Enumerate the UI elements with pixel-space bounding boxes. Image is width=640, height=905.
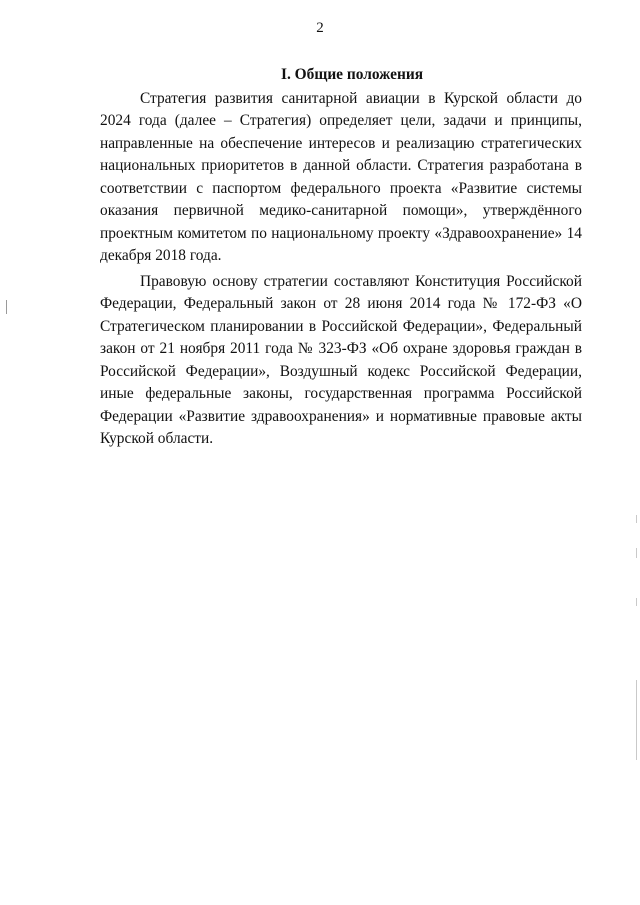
paragraph-strategy-purpose: Стратегия развития санитарной авиации в Курской области до 2024 года (далее – Стратегия) определяет цели, задачи и принципы, направленные на обеспечение интересов и реализацию стратегических национальных приоритетов в данной области. Стратегия разработана в соответствии с паспортом федерального проекта «Развитие системы оказания первичной медико-санитарной помощи», утверждённого проектным комитетом по национальному проекту «Здравоохранение» 14 декабря 2018 года. <box>100 89 582 264</box>
right-edge-mark-4 <box>636 680 637 760</box>
page-number: 2 <box>316 20 324 36</box>
right-edge-mark-1 <box>636 515 637 523</box>
left-margin-mark <box>6 300 7 314</box>
right-edge-mark-3 <box>636 598 637 606</box>
paragraph-legal-basis: Правовую основу стратегии составляют Конституция Российской Федерации, Федеральный закон от 28 июня 2014 года № 172-ФЗ «О Стратегическом планировании в Российской Федерации», Федеральный закон от 21 ноября 2011 года № 323-ФЗ «Об охране здоровья граждан в Российской Федерации», Воздушный кодекс Российской Федерации, иные федеральные законы, государственная программа Российской Федерации «Развитие здравоохранения» и нормативные правовые акты Курской области. <box>100 272 582 447</box>
section-heading: I. Общие положения <box>280 66 424 83</box>
section-body <box>100 64 582 451</box>
right-edge-mark-2 <box>636 548 637 558</box>
